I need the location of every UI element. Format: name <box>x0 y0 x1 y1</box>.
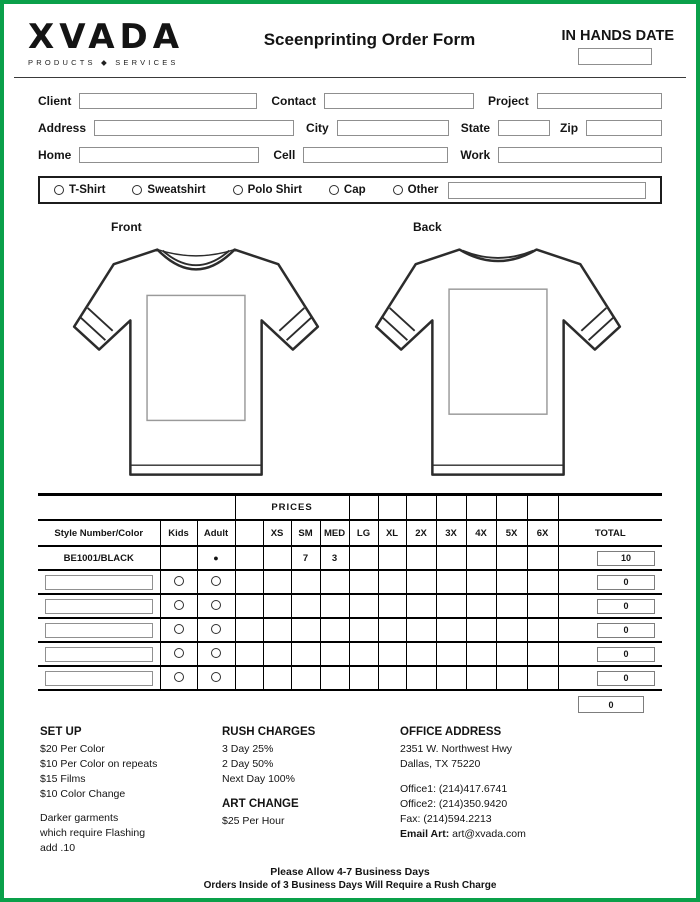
style-cell[interactable] <box>38 618 160 642</box>
size-column-header: 2X <box>406 520 436 546</box>
kids-column-header: Kids <box>160 520 197 546</box>
style-input[interactable] <box>45 575 153 590</box>
shirt-illustrations <box>4 220 696 485</box>
qty-cell[interactable] <box>466 594 496 618</box>
qty-cell[interactable] <box>349 666 378 690</box>
spacer-cell <box>378 495 406 521</box>
contact-row-1 <box>38 93 662 109</box>
qty-cell[interactable] <box>263 666 291 690</box>
qty-cell[interactable] <box>235 642 263 666</box>
qty-cell[interactable] <box>466 546 496 570</box>
city-input[interactable] <box>337 120 449 136</box>
size-column-header: 6X <box>527 520 558 546</box>
size-column-header: 4X <box>466 520 496 546</box>
qty-cell[interactable] <box>235 546 263 570</box>
bottom-notes <box>4 866 696 891</box>
total-cell <box>558 642 662 666</box>
adult-column-header: Adult <box>197 520 235 546</box>
table-row <box>38 666 662 690</box>
total-cell <box>558 666 662 690</box>
qty-cell[interactable] <box>263 618 291 642</box>
kids-cell[interactable] <box>160 666 197 690</box>
qty-cell[interactable] <box>291 618 320 642</box>
qty-cell[interactable] <box>263 570 291 594</box>
style-cell[interactable] <box>38 594 160 618</box>
kids-cell[interactable] <box>160 642 197 666</box>
row-total-box[interactable]: 0 <box>597 647 655 662</box>
garment-option-label: Sweatshirt <box>147 184 206 196</box>
office-address-section <box>400 726 660 857</box>
email-address[interactable]: art@xvada.com <box>452 828 526 840</box>
row-total-box[interactable]: 0 <box>597 575 655 590</box>
other-garment-input[interactable] <box>448 182 646 199</box>
qty-cell[interactable] <box>235 570 263 594</box>
column-header-row <box>38 520 662 546</box>
garment-option-cap[interactable] <box>329 184 366 196</box>
kids-cell[interactable] <box>160 570 197 594</box>
client-label: Client <box>38 94 72 108</box>
row-total-box[interactable]: 0 <box>597 671 655 686</box>
qty-cell[interactable] <box>378 570 406 594</box>
qty-cell[interactable]: 7 <box>291 546 320 570</box>
adult-cell[interactable] <box>197 570 235 594</box>
home-label: Home <box>38 148 72 162</box>
adult-radio-icon[interactable] <box>211 648 221 658</box>
qty-cell[interactable] <box>436 570 466 594</box>
in-hands-date-input[interactable] <box>578 48 652 65</box>
in-hands-date <box>506 28 674 65</box>
tshirt-back-illustration <box>367 235 629 485</box>
style-cell[interactable] <box>38 666 160 690</box>
radio-icon[interactable] <box>329 185 339 195</box>
office-address-line: Dallas, TX 75220 <box>400 758 481 770</box>
back-shirt-block <box>367 220 635 485</box>
zip-label: Zip <box>560 121 579 135</box>
spacer-cell <box>558 495 662 521</box>
total-cell <box>558 570 662 594</box>
back-label: Back <box>413 220 442 234</box>
qty-cell[interactable] <box>436 642 466 666</box>
office-title: OFFICE ADDRESS <box>400 726 502 738</box>
qty-cell[interactable] <box>496 618 527 642</box>
kids-cell[interactable] <box>160 594 197 618</box>
art-change-block <box>222 798 400 827</box>
rush-charge-note: Orders Inside of 3 Business Days Will Require a Rush Charge <box>203 880 497 891</box>
table-row <box>38 546 662 570</box>
qty-cell[interactable] <box>496 594 527 618</box>
qty-cell[interactable] <box>349 546 378 570</box>
qty-cell[interactable] <box>263 546 291 570</box>
prices-header-row <box>38 495 662 521</box>
table-row <box>38 642 662 666</box>
cell-label: Cell <box>273 148 296 162</box>
qty-cell[interactable] <box>466 642 496 666</box>
note-line: Darker garments <box>40 812 119 824</box>
spacer-cell <box>466 495 496 521</box>
total-column-header: TOTAL <box>558 520 662 546</box>
style-input[interactable] <box>45 623 153 638</box>
office-phones <box>400 783 660 840</box>
garment-option-label: Cap <box>343 184 366 196</box>
address-input[interactable] <box>94 120 294 136</box>
qty-cell[interactable] <box>320 570 349 594</box>
kids-cell[interactable] <box>160 546 197 570</box>
garment-option-label: Polo Shirt <box>247 184 302 196</box>
qty-cell[interactable] <box>496 666 527 690</box>
home-phone-input[interactable] <box>79 147 259 163</box>
rush-line: 3 Day 25% <box>222 743 274 755</box>
qty-cell[interactable] <box>527 570 558 594</box>
front-label: Front <box>111 220 142 234</box>
qty-cell[interactable] <box>527 594 558 618</box>
qty-cell[interactable] <box>527 546 558 570</box>
setup-line: $15 Films <box>40 773 86 785</box>
city-label: City <box>306 121 329 135</box>
office-phone-line: Office1: (214)417.6741 <box>400 783 508 795</box>
kids-radio-icon[interactable] <box>174 624 184 634</box>
work-label: Work <box>460 148 491 162</box>
qty-cell[interactable] <box>378 618 406 642</box>
spacer-cell <box>436 495 466 521</box>
grand-total-box[interactable]: 0 <box>578 696 644 713</box>
garment-option-other[interactable] <box>393 184 439 196</box>
row-total-box[interactable]: 10 <box>597 551 655 566</box>
kids-radio-icon[interactable] <box>174 600 184 610</box>
logo-subtext: PRODUCTS ◆ SERVICES <box>28 58 179 67</box>
state-label: State <box>460 121 491 135</box>
note-line: which require Flashing <box>40 827 146 839</box>
size-column-header: XL <box>378 520 406 546</box>
qty-cell[interactable] <box>235 618 263 642</box>
project-input[interactable] <box>537 93 662 109</box>
qty-cell[interactable] <box>378 546 406 570</box>
note-line: add .10 <box>40 842 76 854</box>
qty-cell[interactable] <box>378 666 406 690</box>
office-address-line: 2351 W. Northwest Hwy <box>400 743 513 755</box>
garment-option-polo[interactable] <box>233 184 302 196</box>
qty-cell[interactable] <box>406 642 436 666</box>
qty-cell[interactable] <box>496 570 527 594</box>
table-row <box>38 618 662 642</box>
work-phone-input[interactable] <box>498 147 662 163</box>
order-table <box>38 493 662 691</box>
qty-cell[interactable] <box>436 594 466 618</box>
kids-radio-icon[interactable] <box>174 672 184 682</box>
qty-cell[interactable] <box>378 642 406 666</box>
adult-cell[interactable] <box>197 546 235 570</box>
qty-cell[interactable] <box>291 594 320 618</box>
header <box>4 4 696 71</box>
adult-cell[interactable] <box>197 666 235 690</box>
address-label: Address <box>38 121 87 135</box>
kids-radio-icon[interactable] <box>174 648 184 658</box>
contact-section <box>4 78 696 163</box>
business-days-note: Please Allow 4-7 Business Days <box>270 866 430 878</box>
adult-cell[interactable] <box>197 594 235 618</box>
adult-cell[interactable] <box>197 618 235 642</box>
in-hands-date-label: IN HANDS DATE <box>561 28 674 44</box>
adult-radio-icon[interactable] <box>211 624 221 634</box>
office-phone-line: Office2: (214)350.9420 <box>400 798 508 810</box>
prices-header: PRICES <box>235 495 349 521</box>
qty-cell[interactable] <box>235 666 263 690</box>
adult-radio-icon[interactable] <box>211 600 221 610</box>
row-total-box[interactable]: 0 <box>597 599 655 614</box>
setup-section <box>40 726 222 857</box>
qty-cell[interactable] <box>406 570 436 594</box>
grand-total-row <box>38 696 662 713</box>
setup-line: $10 Color Change <box>40 788 126 800</box>
qty-cell[interactable] <box>466 666 496 690</box>
qty-cell[interactable] <box>291 570 320 594</box>
qty-cell[interactable] <box>378 594 406 618</box>
front-shirt-block <box>65 220 333 485</box>
size-column-header: XS <box>263 520 291 546</box>
qty-cell[interactable] <box>406 546 436 570</box>
style-cell[interactable]: BE1001/BLACK <box>38 546 160 570</box>
qty-cell[interactable] <box>496 546 527 570</box>
blank-column-header <box>235 520 263 546</box>
kids-radio-icon[interactable] <box>174 576 184 586</box>
email-label: Email Art: <box>400 828 450 840</box>
size-column-header: LG <box>349 520 378 546</box>
rush-title: RUSH CHARGES <box>222 726 316 738</box>
qty-cell[interactable] <box>527 642 558 666</box>
qty-cell[interactable] <box>291 666 320 690</box>
garment-type-box <box>38 176 662 204</box>
state-input[interactable] <box>498 120 550 136</box>
qty-cell[interactable] <box>436 618 466 642</box>
garment-option-label: T-Shirt <box>69 184 106 196</box>
qty-cell[interactable] <box>406 666 436 690</box>
radio-icon[interactable] <box>233 185 243 195</box>
qty-cell[interactable] <box>320 666 349 690</box>
qty-cell[interactable] <box>263 594 291 618</box>
office-fax-line: Fax: (214)594.2213 <box>400 813 492 825</box>
qty-cell[interactable] <box>320 618 349 642</box>
garment-option-tshirt[interactable] <box>54 184 105 196</box>
total-cell <box>558 594 662 618</box>
zip-input[interactable] <box>586 120 662 136</box>
style-input[interactable] <box>45 599 153 614</box>
contact-input[interactable] <box>324 93 474 109</box>
tshirt-front-illustration <box>65 235 327 485</box>
size-column-header: SM <box>291 520 320 546</box>
rush-charges-section <box>222 726 400 857</box>
art-change-title: ART CHANGE <box>222 798 299 810</box>
size-column-header: 3X <box>436 520 466 546</box>
setup-line: $10 Per Color on repeats <box>40 758 158 770</box>
qty-cell[interactable] <box>406 594 436 618</box>
size-column-header: 5X <box>496 520 527 546</box>
style-column-header: Style Number/Color <box>38 520 160 546</box>
qty-cell[interactable]: 3 <box>320 546 349 570</box>
radio-icon[interactable] <box>54 185 64 195</box>
contact-label: Contact <box>271 94 317 108</box>
logo-text: XVADA <box>28 17 185 57</box>
qty-cell[interactable] <box>527 666 558 690</box>
contact-row-3 <box>38 147 662 163</box>
total-cell <box>558 546 662 570</box>
kids-cell[interactable] <box>160 618 197 642</box>
size-column-header: MED <box>320 520 349 546</box>
table-row <box>38 570 662 594</box>
cell-phone-input[interactable] <box>303 147 448 163</box>
qty-cell[interactable] <box>436 546 466 570</box>
style-input[interactable] <box>45 671 153 686</box>
setup-line: $20 Per Color <box>40 743 105 755</box>
qty-cell[interactable] <box>527 618 558 642</box>
style-cell[interactable] <box>38 570 160 594</box>
style-input[interactable] <box>45 647 153 662</box>
qty-cell[interactable] <box>406 618 436 642</box>
style-cell[interactable] <box>38 642 160 666</box>
radio-icon[interactable] <box>393 185 403 195</box>
adult-radio-icon[interactable] <box>211 672 221 682</box>
rush-line: Next Day 100% <box>222 773 295 785</box>
adult-cell[interactable] <box>197 642 235 666</box>
logo <box>28 17 233 67</box>
selected-dot-icon: ● <box>213 552 219 563</box>
total-cell <box>558 618 662 642</box>
radio-icon[interactable] <box>132 185 142 195</box>
garment-option-label: Other <box>407 184 439 196</box>
table-row <box>38 594 662 618</box>
garment-option-sweatshirt[interactable] <box>132 184 205 196</box>
adult-radio-icon[interactable] <box>211 576 221 586</box>
qty-cell[interactable] <box>466 570 496 594</box>
spacer-cell <box>496 495 527 521</box>
spacer-cell <box>349 495 378 521</box>
qty-cell[interactable] <box>320 642 349 666</box>
project-label: Project <box>488 94 529 108</box>
qty-cell[interactable] <box>349 642 378 666</box>
qty-cell[interactable] <box>436 666 466 690</box>
client-input[interactable] <box>79 93 257 109</box>
qty-cell[interactable] <box>349 594 378 618</box>
rush-line: 2 Day 50% <box>222 758 274 770</box>
flashing-note <box>40 812 222 854</box>
footer <box>4 726 696 857</box>
spacer-cell <box>38 495 235 521</box>
qty-cell[interactable] <box>291 642 320 666</box>
qty-cell[interactable] <box>349 618 378 642</box>
qty-cell[interactable] <box>466 618 496 642</box>
qty-cell[interactable] <box>263 642 291 666</box>
row-total-box[interactable]: 0 <box>597 623 655 638</box>
contact-row-2 <box>38 120 662 136</box>
spacer-cell <box>406 495 436 521</box>
setup-title: SET UP <box>40 726 82 738</box>
qty-cell[interactable] <box>320 594 349 618</box>
qty-cell[interactable] <box>496 642 527 666</box>
qty-cell[interactable] <box>235 594 263 618</box>
spacer-cell <box>527 495 558 521</box>
qty-cell[interactable] <box>349 570 378 594</box>
art-change-line: $25 Per Hour <box>222 815 285 827</box>
page-title: Sceenprinting Order Form <box>263 30 476 49</box>
email-line <box>400 828 660 840</box>
